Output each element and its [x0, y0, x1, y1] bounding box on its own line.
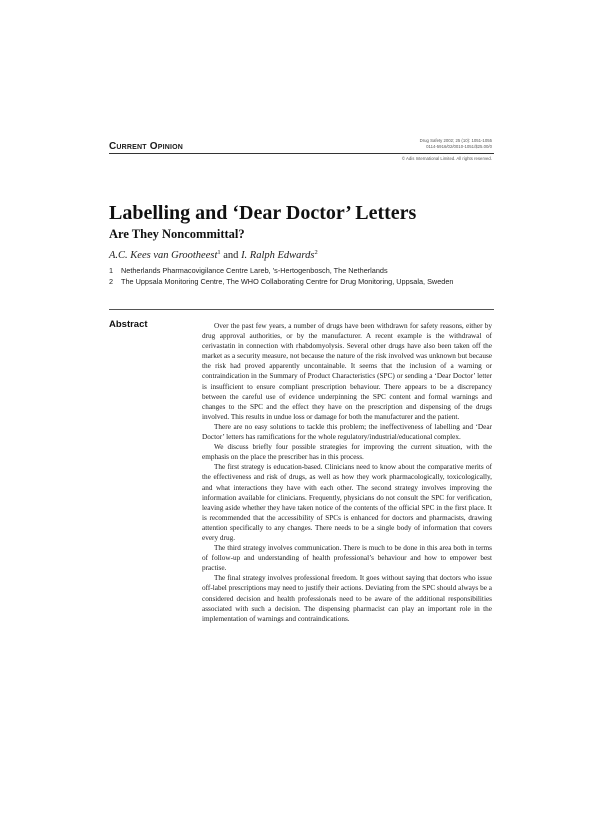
affiliation-number: 2 — [109, 277, 114, 286]
author-name: I. Ralph Edwards — [241, 250, 315, 261]
author-conjunction: and — [220, 250, 242, 261]
author-name: A.C. Kees van Grootheest — [109, 250, 218, 261]
abstract-paragraph: The final strategy involves professional freedom. It goes without saying that doctors who issue off-label prescriptions may need to justify their actions. Deviating from the SPC should always be a considered decision and health professionals need to be aware of the additional responsibilities associated with such a decision. The dispensing pharmacist can play an important role in the implementation of warnings and contraindications. — [202, 574, 492, 623]
article-title: Labelling and ‘Dear Doctor’ Letters — [109, 202, 417, 224]
affiliation-item — [109, 276, 499, 287]
abstract-rule — [109, 309, 494, 310]
abstract-body — [202, 321, 492, 624]
author-list — [109, 249, 318, 261]
affiliation-text: The Uppsala Monitoring Centre, The WHO Collaborating Centre for Drug Monitoring, Uppsala, Sweden — [121, 277, 454, 286]
abstract-paragraph: There are no easy solutions to tackle this problem; the ineffectiveness of labelling and ‘Dear Doctor’ letters has ramifications for the whole regulatory/industrial/educational complex. — [202, 422, 492, 442]
journal-citation-line: Drug Safety 2002; 25 (10): 1051-1055 — [419, 138, 492, 143]
affiliation-item — [109, 265, 499, 276]
affiliation-list — [109, 265, 499, 287]
section-label: Current Opinion — [109, 141, 184, 152]
abstract-paragraph: Over the past few years, a number of drugs have been withdrawn for safety reasons, either by drug approval authorities, or by the manufacturer. A recent example is the withdrawal of cerivastatin in connection with rhabdomyolysis. Several other drugs have also been taken off the market as a security measure, not because the nature of the risk involved was unknown but because the risk had proved apparently uncontainable. It seems that the inclusion of a warning or contraindication in the Summary of Product Characteristics (SPC) or sending a ‘Dear Doctor’ letter is insufficient to ensure compliant prescription behaviour. There appears to be a discrepancy between the careful use of evidence underpinning the SPC content and formal warnings and changes to the SPC and the effect they have on the prescription and dispensing of the drugs involved. This results in undue loss or damage for both the manufacturer and the patient. — [202, 322, 492, 421]
abstract-paragraph: The third strategy involves communication. There is much to be done in this area both in terms of follow-up and understanding of health professional’s behaviour and how to empower best practise. — [202, 544, 492, 573]
author-affiliation-marker: 2 — [314, 249, 318, 256]
journal-citation — [420, 138, 492, 150]
affiliation-text: Netherlands Pharmacovigilance Centre Lareb, ’s-Hertogenbosch, The Netherlands — [121, 266, 388, 275]
abstract-heading: Abstract — [109, 319, 148, 330]
copyright-notice: © Adis International Limited. All rights reserved. — [401, 156, 492, 161]
abstract-paragraph: The first strategy is education-based. Clinicians need to know about the comparative merits of the effectiveness and risk of drugs, as well as how they work pharmacologically, toxicologically, and what interactions they have with each other. The second strategy involves improving the information available for clinicians. Frequently, physicians do not consult the SPC for verification, leaving aside whether they have taken notice of the contents of the official SPC in the first place. It is recommended that the accessibility of SPCs is enhanced for doctors and pharmacists, drawing attention specifically to any changes. There needs to be a single body of information that covers every drug. — [202, 463, 492, 542]
journal-issn-line: 0114-5916/02/0010-1051/$25.00/0 — [426, 144, 492, 150]
abstract-paragraph: We discuss briefly four possible strategies for improving the current situation, with the emphasis on the place the prescriber has in this process. — [202, 443, 492, 462]
header-rule — [109, 153, 494, 154]
article-subtitle: Are They Noncommittal? — [109, 227, 245, 241]
author-affiliation-marker: 1 — [217, 249, 221, 256]
affiliation-number: 1 — [109, 266, 114, 275]
